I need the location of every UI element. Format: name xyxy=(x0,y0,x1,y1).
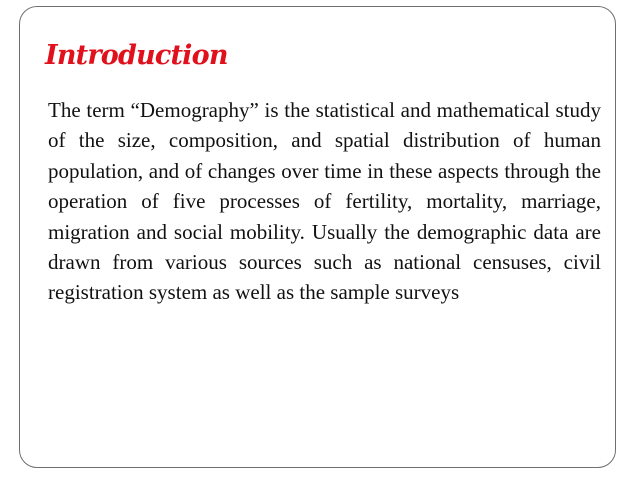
slide-body-text: The term “Demography” is the statistical and mathematical study of the size, composition, and spatial distribution of human population, and of changes over time in these aspects through the operation of five processes of fertility, mortality, marriage, migration and social mobility. Usually the demographic data are drawn from various sources such as national censuses, civil registration system as well as the sample surveys xyxy=(48,98,601,305)
slide-title: Introduction xyxy=(45,40,228,71)
